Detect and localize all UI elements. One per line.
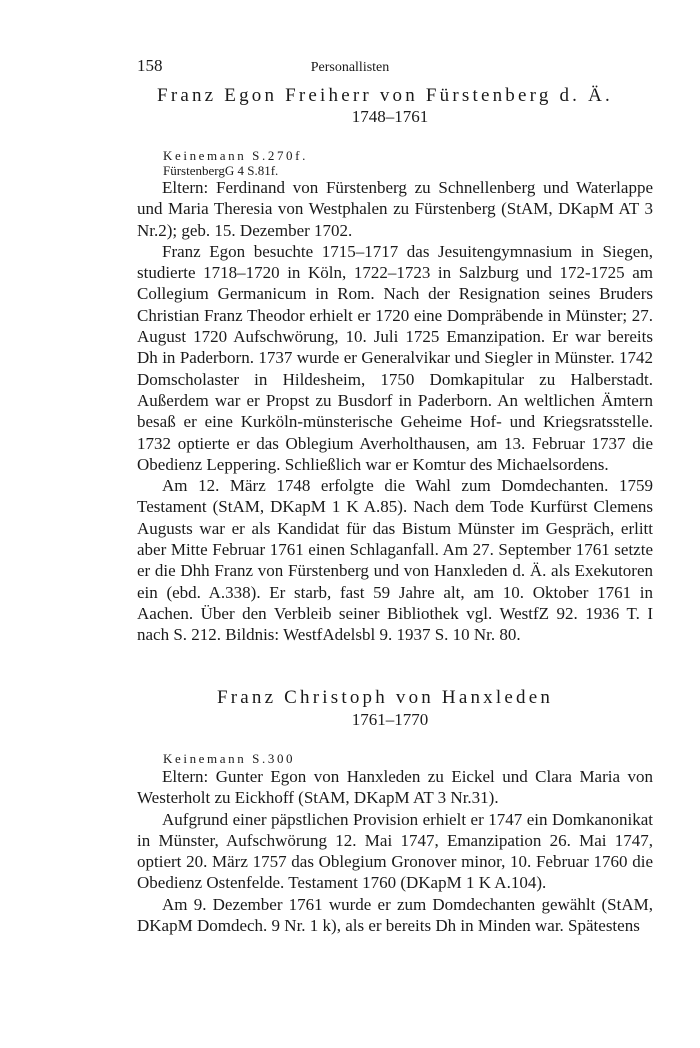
- entry-references: [163, 148, 308, 178]
- page-number: 158: [137, 56, 163, 75]
- paragraph: Am 9. Dezember 1761 wurde er zum Domdechanten gewählt (StAM, DKapM Domdech. 9 Nr. 1 k), als er bereits Dh in Minden war. Spätestens: [137, 894, 653, 936]
- entry-years: 1748–1761: [351, 107, 429, 126]
- reference-line: FürstenbergG 4 S.81f.: [163, 163, 279, 178]
- reference-line: Keinemann S.270f.: [163, 148, 308, 163]
- paragraph: Eltern: Gunter Egon von Hanxleden zu Eickel und Clara Maria von Westerholt zu Eickhoff (StAM, DKapM AT 3 Nr.31).: [137, 767, 653, 808]
- reference-line: Keinemann S.300: [163, 751, 296, 766]
- entry-body: [137, 766, 653, 936]
- entry-body: [137, 177, 653, 646]
- paragraph: Aufgrund einer päpstlichen Provision erhielt er 1747 ein Domkanonikat in Münster, Aufschwörung 12. Mai 1747, Emanzipation 26. Mai 1747, optiert 20. März 1757 das Oblegium Gronover minor, 10. Februar 1760 die Obedienz Ostenfelde. Testament 1760 (DKapM 1 K A.104).: [137, 809, 653, 893]
- entry-years: 1761–1770: [351, 710, 429, 729]
- paragraph: Eltern: Ferdinand von Fürstenberg zu Schnellenberg und Waterlappe und Maria Theresia von Westphalen zu Fürstenberg (StAM, DKapM AT 3 Nr.2); geb. 15. Dezember 1702.: [137, 178, 653, 240]
- entry-title: Franz Egon Freiherr von Fürstenberg d. Ä.: [157, 85, 613, 106]
- entry-title: Franz Christoph von Hanxleden: [216, 687, 554, 708]
- paragraph: Franz Egon besuchte 1715–1717 das Jesuitengymnasium in Siegen, studierte 1718–1720 in Köln, 1722–1723 in Salzburg und 172‑1725 am Collegium Germanicum in Rom. Nach der Resignation seines Bruders Christian Franz Theodor erhielt er 1720 eine Dompräbende in Münster; 27. August 1720 Aufschwörung, 10. Juli 1725 Emanzipation. Er war bereits Dh in Paderborn. 1737 wurde er Generalvikar und Siegler in Münster. 1742 Domscholaster in Hildesheim, 1750 Domkapitular zu Halberstadt. Außerdem war er Propst zu Busdorf in Paderborn. An weltlichen Ämtern besaß er eine Kurköln-münsterische Geheime Hof- und Kriegsratsstelle. 1732 optierte er das Oblegium Averholthausen, am 13. Februar 1737 die Obedienz Leppering. Schließlich war er Komtur des Michaelsordens.: [137, 241, 653, 474]
- entry-references: [163, 751, 295, 766]
- paragraph: Am 12. März 1748 erfolgte die Wahl zum Domdechanten. 1759 Testament (StAM, DKapM 1 K A.85). Nach dem Tode Kurfürst Clemens Augusts war er als Kandidat für das Bistum Münster im Gespräch, erlitt aber Mitte Februar 1761 einen Schlaganfall. Am 27. September 1761 setzte er die Dhh Franz von Fürstenberg und von Hanxleden d. Ä. als Exekutoren ein (ebd. A.338). Er starb, fast 59 Jahre alt, am 10. Oktober 1761 in Aachen. Über den Verbleib seiner Bibliothek vgl. WestfZ 92. 1936 T. I nach S. 212. Bildnis: WestfAdelsbl 9. 1937 S. 10 Nr. 80.: [137, 476, 653, 645]
- running-head: Personallisten: [310, 60, 390, 75]
